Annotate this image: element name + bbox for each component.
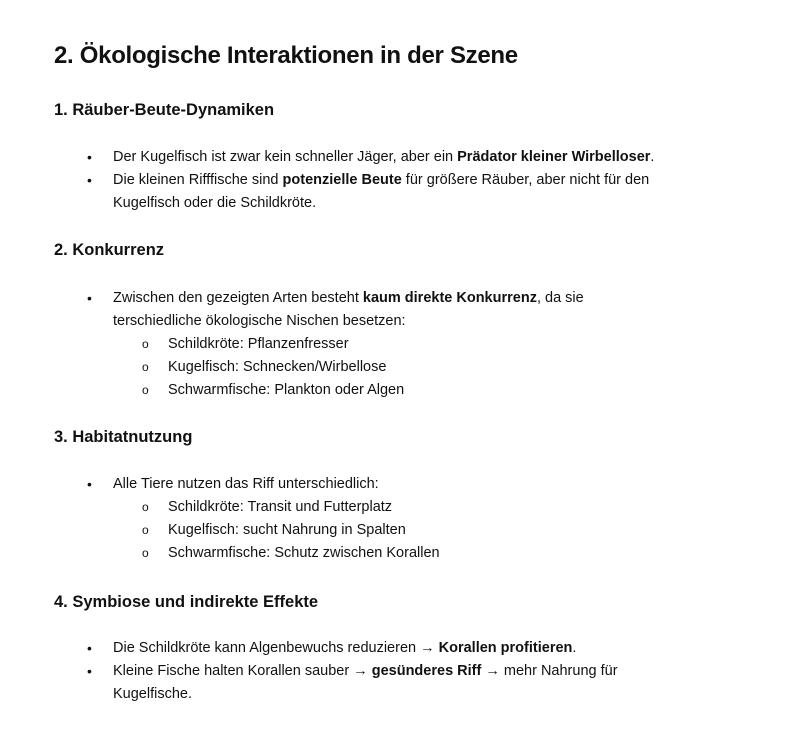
section-list-habitat-use (0, 473, 788, 565)
sub-list-item (113, 542, 768, 565)
sub-item-text: Schwarmfische: Schutz zwischen Korallen (168, 545, 440, 561)
circle-bullet-icon: o (142, 546, 149, 560)
circle-bullet-icon: o (142, 337, 149, 351)
circle-bullet-icon: o (142, 383, 149, 397)
list-item (0, 146, 788, 169)
section-heading-competition: 2. Konkurrenz (54, 241, 165, 259)
bullet-icon: • (87, 663, 92, 679)
bullet-icon: • (87, 172, 92, 188)
bullet-icon: • (87, 640, 92, 656)
bullet-icon: • (87, 290, 92, 306)
sub-list-item (113, 519, 768, 542)
sub-list-item (113, 496, 768, 519)
item-text: Kugelfisch oder die Schildkröte. (113, 195, 317, 211)
sub-item-text: Schwarmfische: Plankton oder Algen (168, 382, 405, 398)
sub-list-item (113, 356, 768, 379)
item-text: Zwischen den gezeigten Arten besteht (113, 290, 363, 306)
sub-list (113, 496, 768, 565)
item-text: Der Kugelfisch ist zwar kein schneller Jäger, aber ein (113, 149, 458, 165)
sub-list (113, 333, 768, 402)
circle-bullet-icon: o (142, 500, 149, 514)
section-heading-predator-prey: 1. Räuber-Beute-Dynamiken (54, 101, 275, 119)
bullet-icon: • (87, 149, 92, 165)
list-item (0, 660, 788, 706)
section-heading-habitat-use: 3. Habitatnutzung (54, 428, 193, 446)
list-item (0, 169, 788, 215)
item-bold-text: gesünderes Riff (371, 663, 482, 679)
list-item (0, 473, 788, 565)
item-bold-text: Prädator kleiner Wirbelloser (457, 149, 651, 165)
sub-list-item (113, 333, 768, 356)
list-item (0, 637, 788, 660)
item-text: für größere Räuber, aber nicht für den (401, 172, 650, 188)
item-bold-text: kaum direkte Konkurrenz (362, 290, 537, 306)
circle-bullet-icon: o (142, 523, 149, 537)
item-text: Kugelfische. (113, 686, 192, 702)
item-text: Kleine Fische halten Korallen sauber → (113, 663, 372, 679)
item-text: , da sie (536, 290, 584, 306)
sub-item-text: Kugelfisch: sucht Nahrung in Spalten (168, 522, 406, 538)
item-text: terschiedliche ökologische Nischen besetzen: (113, 313, 406, 329)
item-text: Die Schildkröte kann Algenbewuchs reduzieren → (113, 640, 439, 656)
section-list-competition (0, 287, 788, 402)
item-text: Die kleinen Rifffische sind (113, 172, 283, 188)
sub-item-text: Schildkröte: Transit und Futterplatz (168, 499, 393, 515)
item-text: → mehr Nahrung für (481, 663, 618, 679)
item-bold-text: potenzielle Beute (282, 172, 402, 188)
section-list-predator-prey (0, 146, 788, 215)
item-text: . (650, 149, 655, 165)
item-text: Alle Tiere nutzen das Riff unterschiedlich: (113, 476, 379, 492)
circle-bullet-icon: o (142, 360, 149, 374)
sub-item-text: Schildkröte: Pflanzenfresser (168, 336, 349, 352)
sub-item-text: Kugelfisch: Schnecken/Wirbellose (168, 359, 387, 375)
item-text: . (572, 640, 577, 656)
page-title: 2. Ökologische Interaktionen in der Szene (54, 42, 518, 69)
list-item (0, 287, 788, 402)
sub-list-item (113, 379, 768, 402)
item-bold-text: Korallen profitieren (438, 640, 573, 656)
bullet-icon: • (87, 476, 92, 492)
section-heading-symbiosis: 4. Symbiose und indirekte Effekte (54, 593, 319, 611)
section-list-symbiosis (0, 637, 788, 706)
